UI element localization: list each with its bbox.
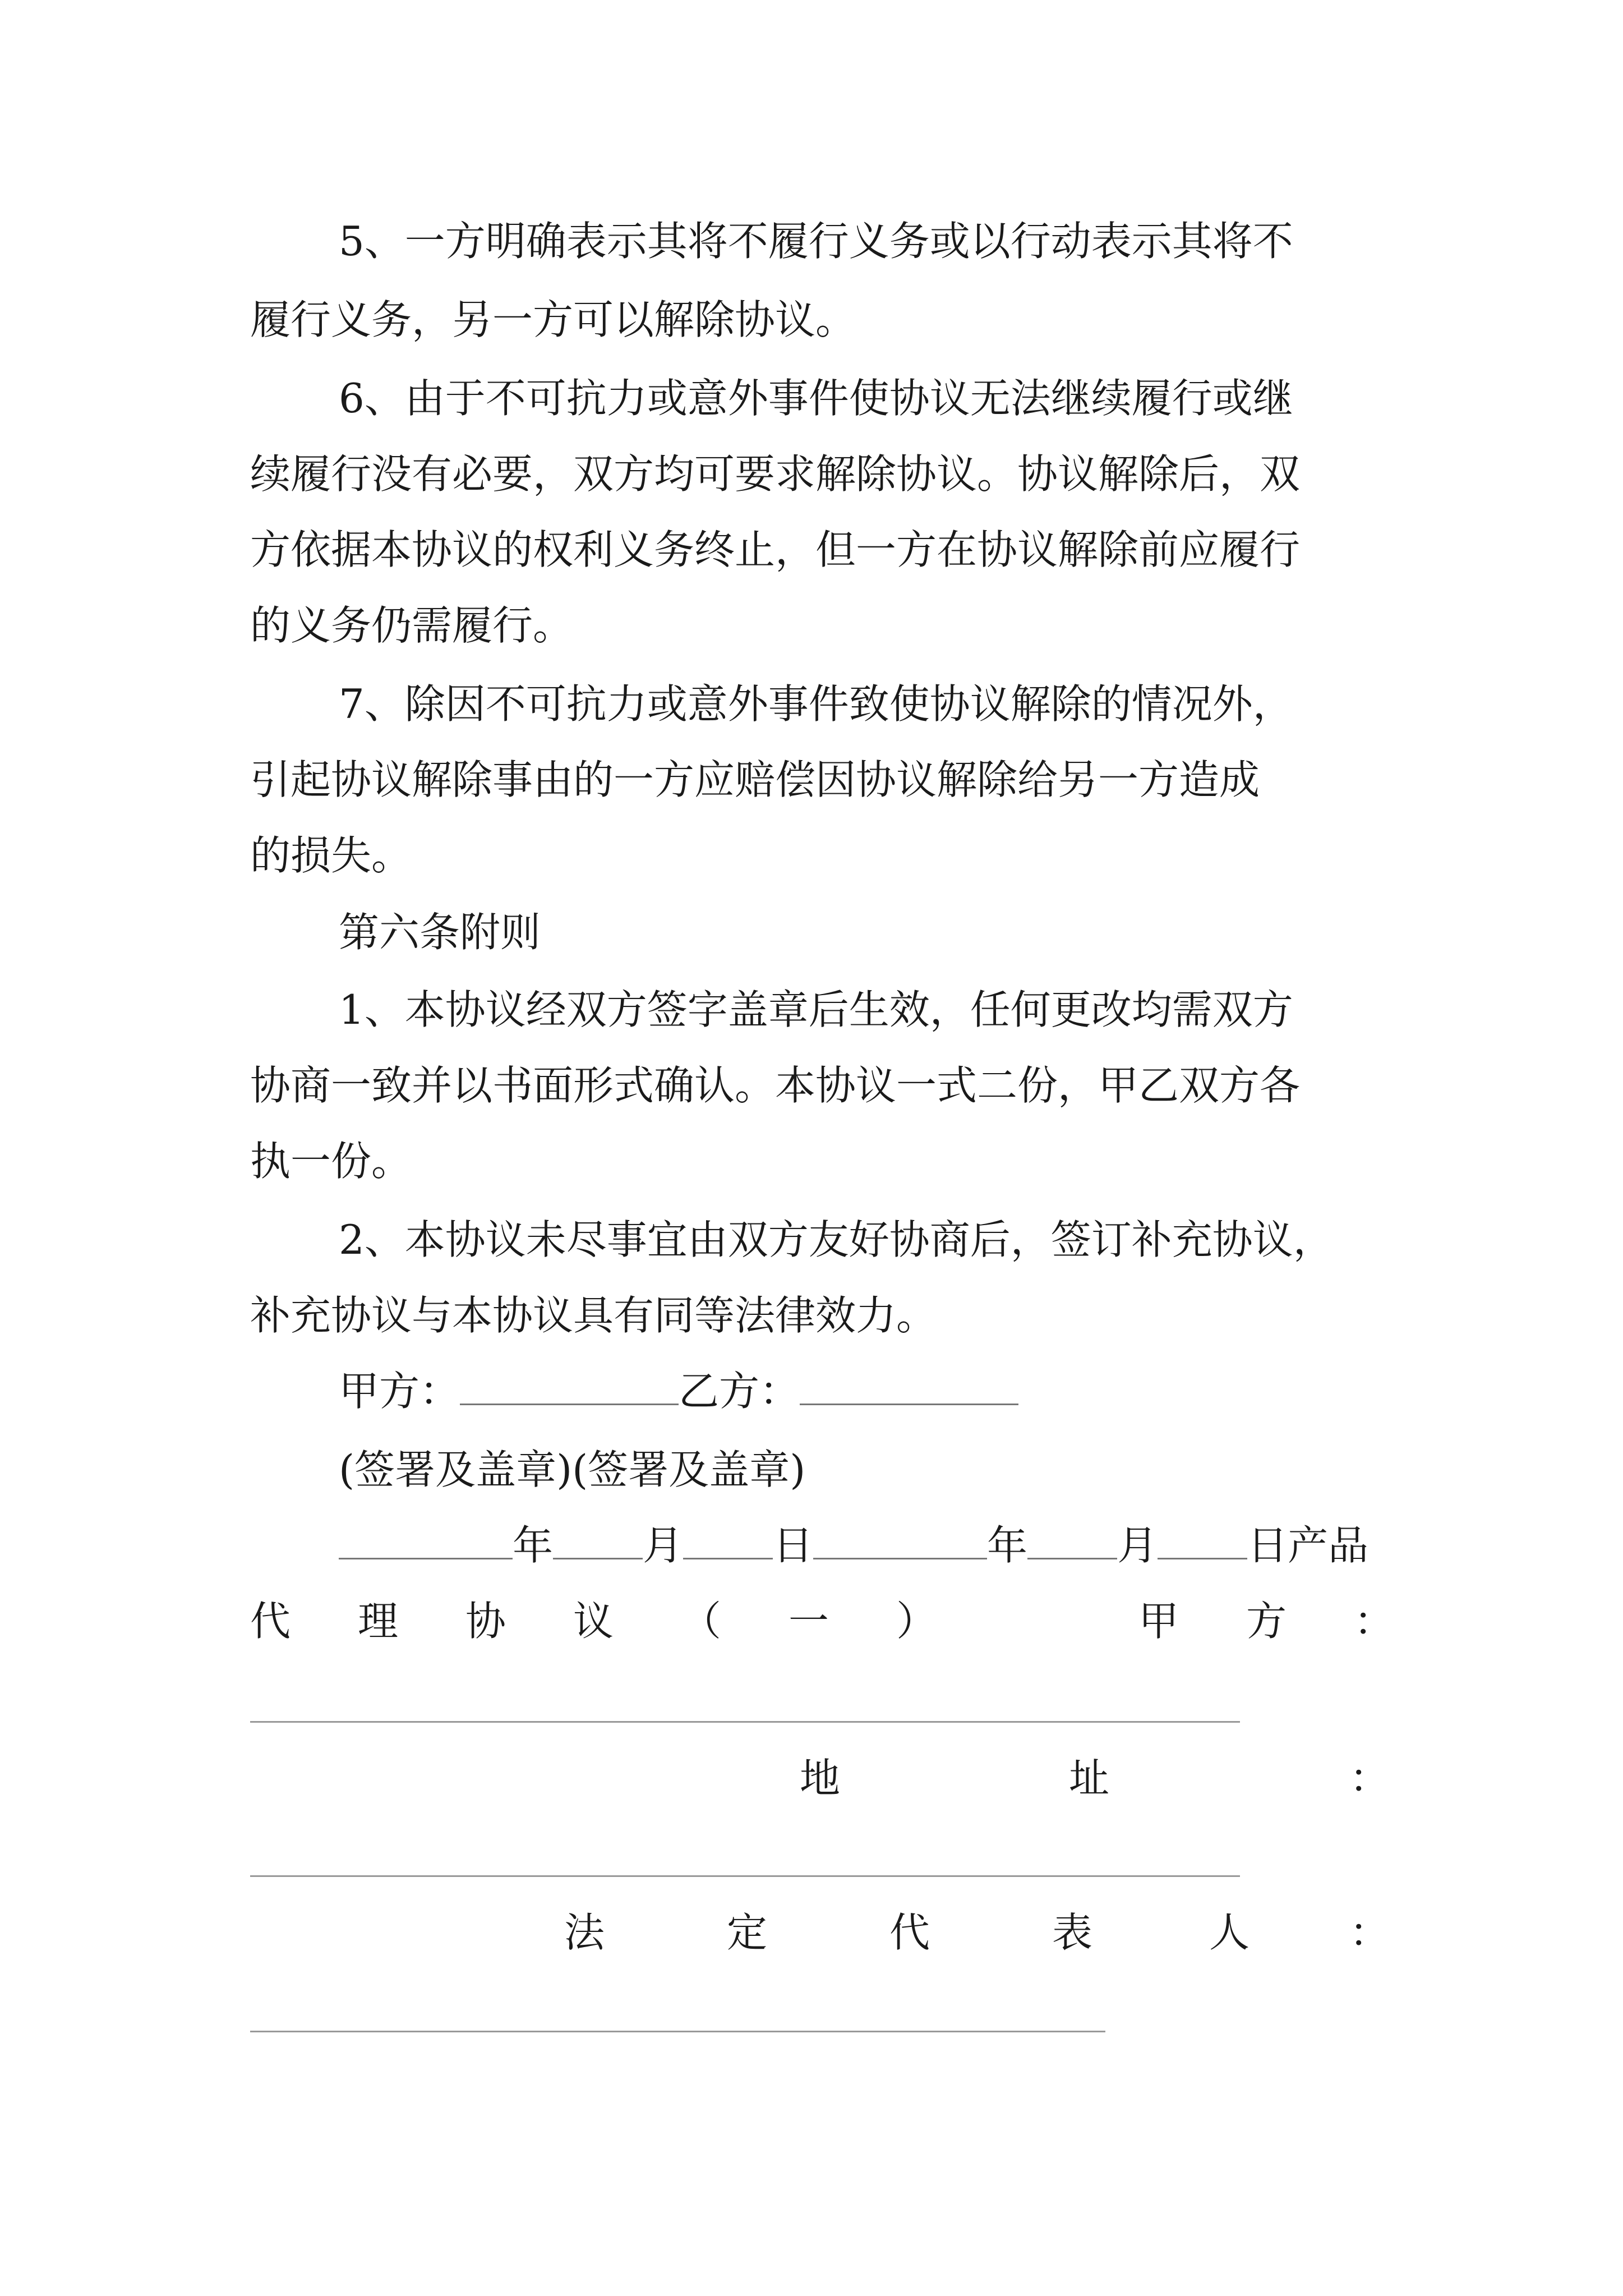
- rep-char: 定: [727, 1909, 768, 1956]
- rep-char: 代: [889, 1909, 930, 1956]
- title-char: 理: [358, 1598, 399, 1645]
- rep-char: 法: [564, 1909, 605, 1956]
- address-char: 地: [800, 1755, 841, 1802]
- day-blank-b: [1158, 1517, 1247, 1559]
- clause-6-line-2: 续履行没有必要，双方均可要求解除协议。协议解除后，双: [250, 450, 1301, 498]
- agreement-title-line: [250, 1593, 1394, 1649]
- appendix-2-line-1: 2、本协议未尽事宜由双方友好协商后，签订补充协议，: [339, 1216, 1334, 1263]
- year-label-a: 年: [513, 1522, 554, 1569]
- title-char: 协: [465, 1598, 506, 1645]
- day-label-b: 日: [1247, 1522, 1288, 1569]
- seal-line: (签署及盖章)(签署及盖章): [339, 1446, 806, 1493]
- date-line: [339, 1517, 1483, 1573]
- party-a-label: 甲方：: [339, 1368, 460, 1415]
- day-blank-a: [683, 1517, 773, 1559]
- signature-parties-line: [339, 1363, 1483, 1419]
- month-label-b: 月: [1117, 1522, 1158, 1569]
- legal-representative-underline: [250, 2031, 1105, 2032]
- party-a-char: 方: [1246, 1598, 1287, 1645]
- rep-colon: ：: [1349, 1909, 1390, 1956]
- appendix-2-line-2: 补充协议与本协议具有同等法律效力。: [250, 1292, 937, 1339]
- clause-6-line-4: 的义务仍需履行。: [250, 602, 574, 649]
- appendix-1-line-3: 执一份。: [250, 1138, 412, 1185]
- clause-7-line-1: 7、除因不可抗力或意外事件致使协议解除的情况外，: [339, 680, 1293, 728]
- address-char: 址: [1069, 1755, 1110, 1802]
- clause-7-line-2: 引起协议解除事由的一方应赔偿因协议解除给另一方造成: [250, 756, 1260, 803]
- title-char: 代: [250, 1598, 291, 1645]
- clause-6-line-3: 方依据本协议的权利义务终止，但一方在协议解除前应履行: [250, 526, 1301, 573]
- party-b-label: 乙方：: [679, 1368, 800, 1415]
- address-colon: ：: [1349, 1755, 1390, 1802]
- party-a-underline: [250, 1721, 1240, 1723]
- year-blank-b: [813, 1517, 987, 1559]
- title-char: 一: [789, 1598, 829, 1645]
- year-label-b: 年: [987, 1522, 1028, 1569]
- clause-6-line-1: 6、由于不可抗力或意外事件使协议无法继续履行或继: [339, 375, 1293, 422]
- article-6-heading: 第六条附则: [339, 909, 541, 956]
- clause-5-line-1: 5、一方明确表示其将不履行义务或以行动表示其将不: [339, 218, 1293, 265]
- month-blank-a: [553, 1517, 643, 1559]
- title-char: ）: [896, 1598, 937, 1645]
- clause-5-line-2: 履行义务，另一方可以解除协议。: [250, 296, 856, 343]
- address-underline: [250, 1875, 1240, 1877]
- title-char: （: [681, 1598, 722, 1645]
- rep-char: 人: [1209, 1909, 1250, 1956]
- appendix-1-line-1: 1、本协议经双方签字盖章后生效，任何更改均需双方: [339, 986, 1293, 1033]
- party-a-colon: ：: [1353, 1598, 1394, 1645]
- day-label-a: 日: [773, 1522, 814, 1569]
- month-label-a: 月: [643, 1522, 684, 1569]
- date-tail-text: 产品: [1288, 1522, 1369, 1569]
- title-char: 议: [573, 1598, 614, 1645]
- month-blank-b: [1027, 1517, 1117, 1559]
- title-gap: [1004, 1593, 1071, 1649]
- party-a-blank: [460, 1363, 679, 1405]
- clause-7-line-3: 的损失。: [250, 832, 412, 879]
- party-a-char: 甲: [1138, 1598, 1179, 1645]
- appendix-1-line-2: 协商一致并以书面形式确认。本协议一式二份，甲乙双方各: [250, 1062, 1301, 1109]
- year-blank-a: [339, 1517, 513, 1559]
- party-b-blank: [800, 1363, 1018, 1405]
- rep-char: 表: [1052, 1909, 1093, 1956]
